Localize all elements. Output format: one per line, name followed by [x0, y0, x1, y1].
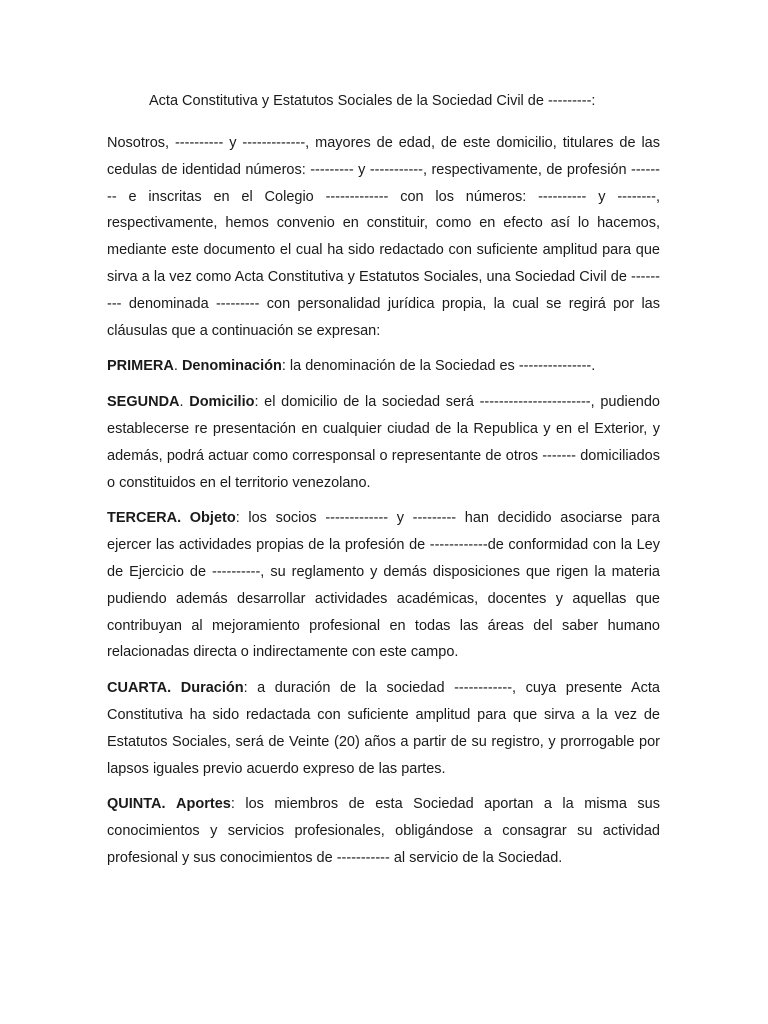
clause-heading: Duración: [180, 680, 244, 697]
clause-separator: [181, 510, 190, 526]
clause-heading: Denominación: [181, 358, 282, 375]
clause-separator: .: [179, 394, 190, 411]
clause-number: PRIMERA: [107, 358, 174, 375]
clause-heading: Domicilio: [189, 394, 255, 411]
clause-cuarta: [107, 675, 660, 782]
clause-tercera: [107, 505, 660, 666]
clause-text: : la denominación de la Sociedad es ---------------.: [281, 358, 596, 375]
document-title: Acta Constitutiva y Estatutos Sociales de la Sociedad Civil de ---------:: [149, 93, 596, 109]
clause-quinta: [107, 791, 660, 871]
clause-number: TERCERA.: [107, 510, 182, 527]
clause-primera: [107, 353, 660, 380]
intro-paragraph: Nosotros, ---------- y -------------, mayores de edad, de este domicilio, titulares de las cedulas de identidad números: --------- y -----------, respectivamente, de profesión -------- e inscritas en el Colegio ------------- con los números: ---------- y --------, respectivamente, hemos convenio en constituir, como en efecto así lo hacemos, mediante este documento el cual ha sido redactado con suficiente amplitud para que sirva a la vez como Acta Constitutiva y Estatutos Sociales, una Sociedad Civil de --------- denominada --------- con personalidad jurídica propia, la cual se regirá por las cláusulas que a continuación se expresan:: [107, 135, 660, 339]
clause-heading: Aportes: [176, 796, 231, 813]
clause-heading: Objeto: [189, 510, 236, 527]
clause-number: QUINTA.: [107, 796, 166, 813]
clause-segunda: [107, 389, 660, 496]
clause-number: SEGUNDA: [107, 394, 180, 411]
clause-text: : los socios ------------- y --------- han decidido asociarse para ejercer las actividades propias de la profesión de ------------de conformidad con la Ley de Ejercicio de ----------, su reglamento y demás disposiciones que rigen la materia pudiendo además desarrollar actividades académicas, docentes y aquellas que contribuyan al mejoramiento profesional en todas las áreas del saber humano relacionadas directa o indirectamente con este campo.: [107, 510, 660, 661]
document-page: [107, 88, 660, 881]
clause-text: : a duración de la sociedad ------------, cuya presente Acta Constitutiva ha sido redactada con suficiente amplitud para que sirva a la vez de Estatutos Sociales, será de Veinte (20) años a partir de su registro, y prorrogable por lapsos iguales previo acuerdo expreso de las partes.: [107, 680, 661, 777]
clause-number: CUARTA.: [107, 680, 172, 697]
clause-separator: [166, 796, 177, 812]
clause-text: : el domicilio de la sociedad será -----------------------, pudiendo establecerse re presentación en cualquier ciudad de la Republica y en el Exterior, y además, podrá actuar como corresponsal o representante de otros ------- domiciliados o constituidos en el territorio venezolano.: [107, 394, 660, 491]
clause-text: : los miembros de esta Sociedad aportan a la misma sus conocimientos y servicios profesionales, obligándose a consagrar su actividad profesional y sus conocimientos de ----------- al servicio de la Sociedad.: [107, 796, 660, 866]
clause-separator: [171, 680, 181, 696]
clause-separator: .: [173, 358, 182, 375]
